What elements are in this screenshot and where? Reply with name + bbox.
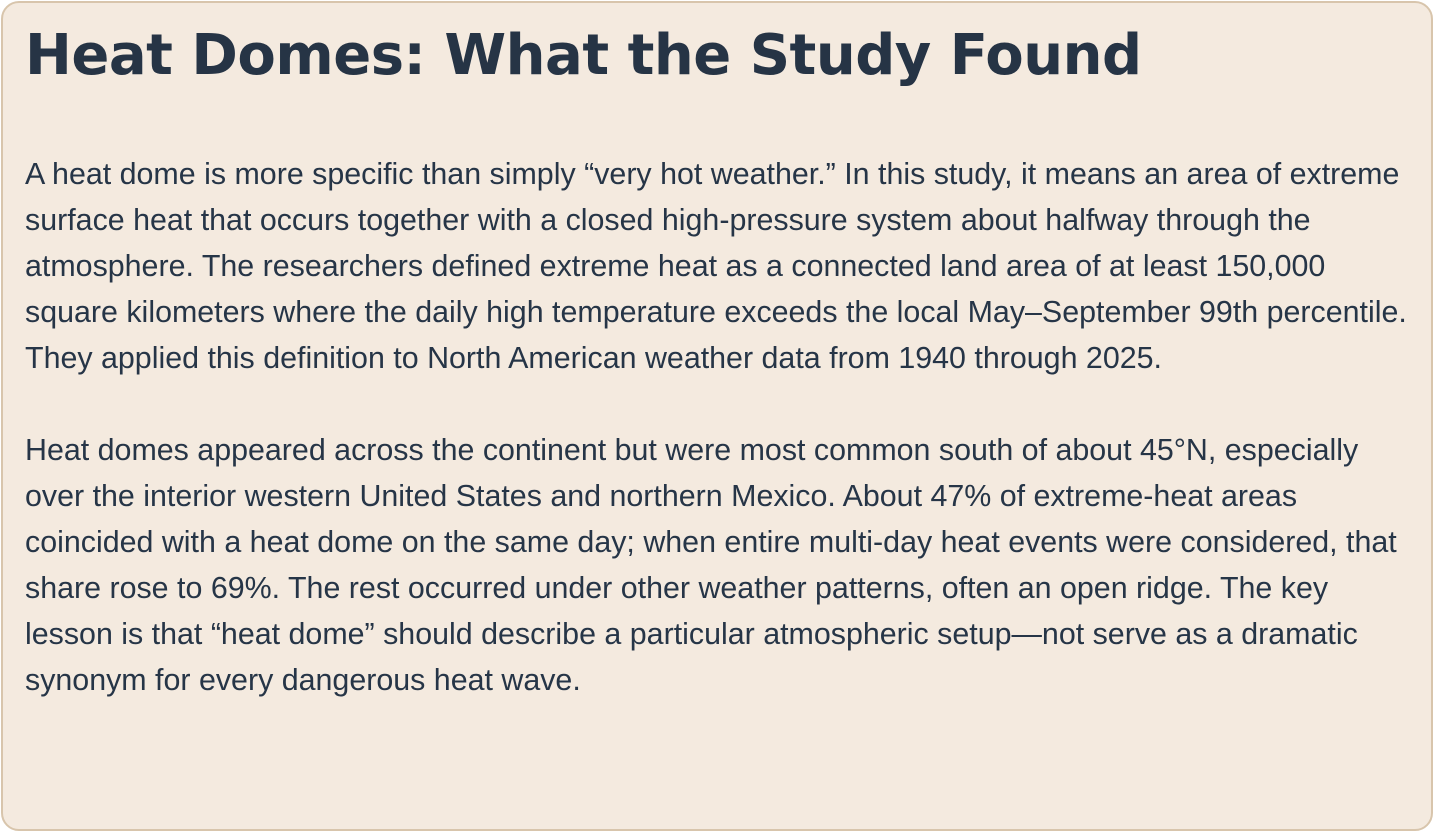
findings-paragraph: Heat domes appeared across the continent but were most common south of about 45°N, especially over the interior western United States and northern Mexico. About 47% of extreme-heat areas coincided with a heat dome on the same day; when entire multi-day heat events were considered, that share rose to 69%. The rest occurred under other weather patterns, often an open ridge. The key lesson is that “heat dome” should describe a particular atmospheric setup—not serve as a dramatic synonym for every dangerous heat wave. (25, 433, 1397, 697)
page-title: Heat Domes: What the Study Found (25, 23, 1142, 88)
intro-paragraph: A heat dome is more specific than simply “very hot weather.” In this study, it means an area of extreme surface heat that occurs together with a closed high-pressure system about halfway through the atmosphere. The researchers defined extreme heat as a connected land area of at least 150,000 square kilometers where the daily high temperature exceeds the local May–September 99th percentile. They applied this definition to North American weather data from 1940 through 2025. (25, 157, 1407, 375)
article-card (1, 1, 1433, 831)
